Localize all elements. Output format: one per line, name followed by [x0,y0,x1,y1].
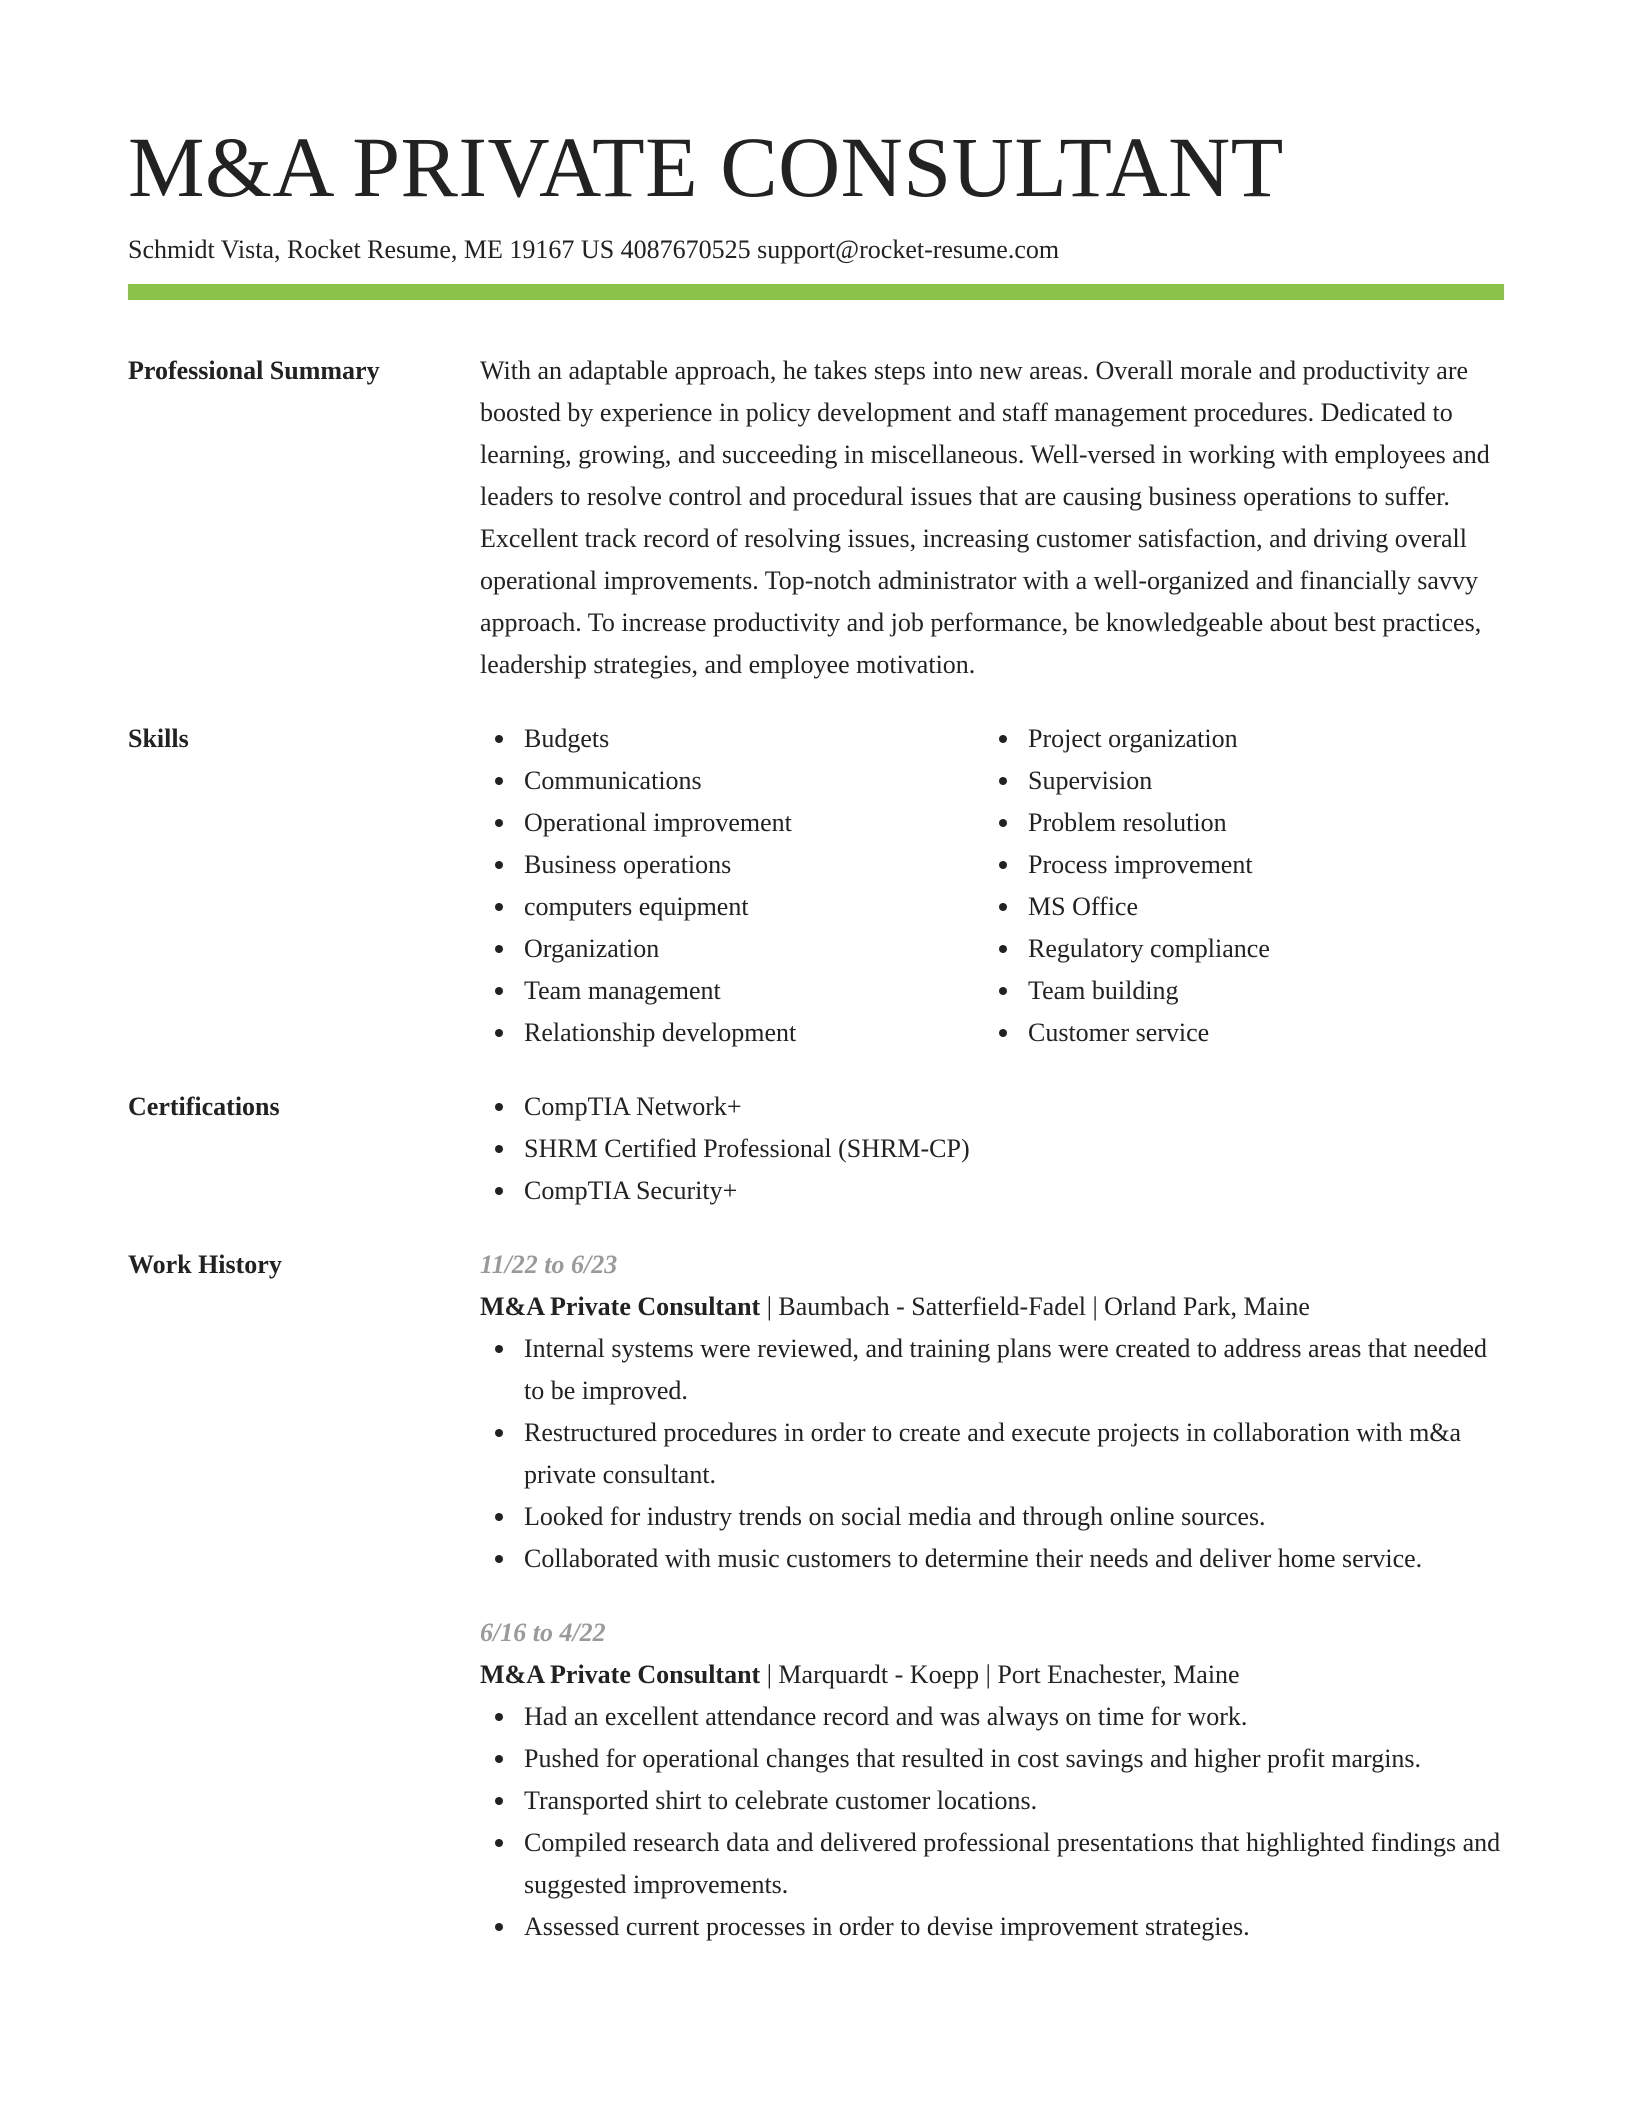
certification-item: CompTIA Network+ [480,1086,1504,1128]
skills-list-left [480,718,984,1054]
skills-list-right [984,718,1504,1054]
job-bullet: Compiled research data and delivered professional presentations that highlighted findings and suggested improvements. [480,1822,1504,1906]
skills-heading: Skills [128,724,189,753]
certifications-list [480,1086,1504,1212]
job-dates: 11/22 to 6/23 [480,1250,618,1279]
skill-item: Operational improvement [480,802,984,844]
work-history-section [128,1244,1504,1948]
skill-item: Team management [480,970,984,1012]
job-details: | Marquardt - Koepp | Port Enachester, Maine [760,1660,1240,1689]
certification-item: CompTIA Security+ [480,1170,1504,1212]
job-header [480,1654,1504,1696]
skill-item: Organization [480,928,984,970]
contact-email: support@rocket-resume.com [757,235,1060,264]
skill-item: MS Office [984,886,1504,928]
job-dates: 6/16 to 4/22 [480,1618,606,1647]
skill-item: Relationship development [480,1012,984,1054]
job-title: M&A Private Consultant [480,1660,761,1689]
contact-line [128,233,1504,267]
skill-item: Problem resolution [984,802,1504,844]
certifications-heading: Certifications [128,1092,280,1121]
job-header [480,1286,1504,1328]
skill-item: Business operations [480,844,984,886]
job-bullet: Internal systems were reviewed, and training plans were created to address areas that needed to be improved. [480,1328,1504,1412]
job-entry [480,1244,1504,1580]
certifications-section [128,1086,1504,1212]
job-bullets [480,1328,1504,1580]
summary-text: With an adaptable approach, he takes steps into new areas. Overall morale and productivity are boosted by experience in policy development and staff management procedures. Dedicated to learning, growing, and succeeding in miscellaneous. Well-versed in working with employees and leaders to resolve control and procedural issues that are causing business operations to suffer. Excellent track record of resolving issues, increasing customer satisfaction, and driving overall operational improvements. Top-notch administrator with a well-organized and financially savvy approach. To increase productivity and job performance, be knowledgeable about best practices, leadership strategies, and employee motivation. [480,356,1490,679]
skills-columns [480,718,1504,1054]
skill-item: Supervision [984,760,1504,802]
skill-item: computers equipment [480,886,984,928]
job-bullets [480,1696,1504,1948]
summary-section [128,350,1504,686]
skills-section [128,718,1504,1054]
job-bullet: Pushed for operational changes that resulted in cost savings and higher profit margins. [480,1738,1504,1780]
contact-address: Schmidt Vista, Rocket Resume, ME 19167 US [128,235,615,264]
skill-item: Customer service [984,1012,1504,1054]
job-details: | Baumbach - Satterfield-Fadel | Orland Park, Maine [760,1292,1310,1321]
certifications-body [480,1086,1504,1212]
skill-item: Process improvement [984,844,1504,886]
skill-item: Budgets [480,718,984,760]
work-history-body [480,1244,1504,1948]
job-bullet: Assessed current processes in order to devise improvement strategies. [480,1906,1504,1948]
skill-item: Regulatory compliance [984,928,1504,970]
job-bullet: Restructured procedures in order to create and execute projects in collaboration with m&a private consultant. [480,1412,1504,1496]
job-bullet: Collaborated with music customers to determine their needs and deliver home service. [480,1538,1504,1580]
contact-phone: 4087670525 [620,235,751,264]
skill-item: Communications [480,760,984,802]
skill-item: Project organization [984,718,1504,760]
summary-heading: Professional Summary [128,356,380,385]
resume-name: M&A PRIVATE CONSULTANT [128,119,1284,215]
job-bullet: Transported shirt to celebrate customer locations. [480,1780,1504,1822]
job-bullet: Had an excellent attendance record and was always on time for work. [480,1696,1504,1738]
job-bullet: Looked for industry trends on social media and through online sources. [480,1496,1504,1538]
work-history-heading: Work History [128,1250,282,1279]
skill-item: Team building [984,970,1504,1012]
certification-item: SHRM Certified Professional (SHRM-CP) [480,1128,1504,1170]
header-divider [128,284,1504,300]
job-entry [480,1612,1504,1948]
job-title: M&A Private Consultant [480,1292,761,1321]
